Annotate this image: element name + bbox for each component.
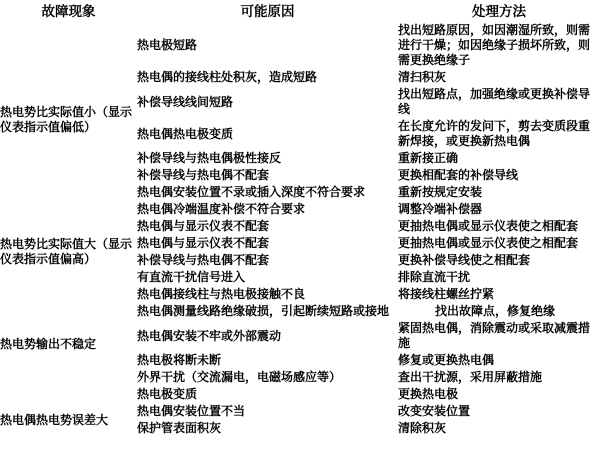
possible-cause-cell: 热电偶与显示仪表不配套 — [137, 236, 270, 250]
remedy-cell: 在长度允许的发问下，剪去变质段重新焊接，或更换新热电偶 — [398, 119, 591, 148]
possible-cause-cell: 热电偶与显示仪表不配套 — [137, 219, 270, 233]
remedy-cell: 排除直流干扰 — [398, 270, 471, 284]
possible-cause-cell: 热电偶安装不牢或外部震动 — [137, 328, 282, 343]
possible-cause-cell: 热电极将断未断 — [137, 353, 222, 367]
header-row — [0, 0, 600, 22]
remedy-cell: 找出故障点，修复绝缘 — [435, 304, 556, 318]
possible-cause-cell: 热电偶安装位置不录或插入深度不符合要求 — [137, 185, 366, 199]
remedy-cell: 修复或更换热电偶 — [398, 353, 495, 367]
possible-cause-cell: 补偿导线与热电偶极性接反 — [137, 151, 282, 165]
possible-cause-cell: 补偿导线线间短路 — [137, 94, 234, 109]
possible-cause-cell: 热电偶冷端温度补偿不符合要求 — [137, 202, 306, 216]
possible-cause-cell: 热电偶安装位置不当 — [137, 404, 246, 418]
possible-cause-cell: 补偿导线与热电偶不配套 — [137, 168, 270, 182]
possible-cause-cell: 热电偶接线柱与热电极接触不良 — [137, 287, 306, 301]
fault-phenomenon-cell: 热电势比实际值小（显示仪表指示值偏低） — [0, 105, 133, 134]
remedy-cell: 重新接正确 — [398, 151, 459, 165]
possible-cause-cell: 保护管表面积灰 — [137, 421, 222, 435]
table-row — [0, 22, 600, 69]
col-header-possible-cause: 可能原因 — [240, 4, 295, 19]
table-row — [0, 286, 600, 303]
table-row — [0, 403, 600, 420]
possible-cause-cell: 补偿导线与热电偶不配套 — [137, 253, 270, 267]
remedy-cell: 改变安装位置 — [398, 404, 471, 418]
remedy-cell: 紧固热电偶，消除震动或采取减震措施 — [398, 321, 591, 350]
table-row — [0, 218, 600, 235]
col-header-fault-phenomenon: 故障现象 — [41, 4, 96, 19]
possible-cause-cell: 热电偶热电极变质 — [137, 126, 234, 141]
remedy-cell: 清除积灰 — [398, 421, 447, 435]
remedy-cell: 更抽热电偶或显示仪表使之相配套 — [398, 219, 579, 233]
possible-cause-cell: 外界干扰（交流漏电，电磁场感应等） — [137, 370, 342, 384]
fault-phenomenon-cell: 热电偶热电势误差大 — [0, 412, 109, 427]
remedy-cell: 将接线柱螺丝拧紧 — [398, 287, 495, 301]
fault-phenomenon-cell: 热电势输出不稳定 — [0, 337, 97, 351]
possible-cause-cell: 热电极变质 — [137, 387, 198, 401]
remedy-cell: 重新按规定安装 — [398, 185, 483, 199]
remedy-cell: 找出短路原因，如因潮湿所致，则需进行干燥；如因绝缘子损坏所致，则需更换绝缘子 — [398, 23, 591, 67]
possible-cause-cell: 热电偶测量线路绝缘破损，引起断续短路或接地 — [137, 304, 390, 318]
possible-cause-cell: 热电偶的接线柱处积灰，造成短路 — [137, 70, 318, 84]
remedy-cell: 清扫积灰 — [398, 70, 447, 84]
remedy-cell: 更抽热电偶或显示仪表使之相配套 — [398, 236, 579, 250]
remedy-cell: 更换热电极 — [398, 387, 459, 401]
remedy-cell: 更换相配套的补偿导线 — [398, 168, 519, 182]
remedy-cell: 更换补偿导线使之相配套 — [398, 253, 531, 267]
possible-cause-cell: 有直流干扰信号进入 — [137, 270, 246, 284]
col-header-remedy: 处理方法 — [472, 4, 526, 19]
possible-cause-cell: 热电极短路 — [137, 38, 198, 52]
remedy-cell: 找出短路点，加强绝缘或更换补偿导线 — [398, 87, 591, 116]
fault-phenomenon-cell: 热电势比实际值大（显示仪表指示值偏高） — [0, 237, 133, 266]
remedy-cell: 调整冷端补偿器 — [398, 202, 483, 216]
remedy-cell: 查出干扰源，采用屏蔽措施 — [398, 370, 543, 384]
